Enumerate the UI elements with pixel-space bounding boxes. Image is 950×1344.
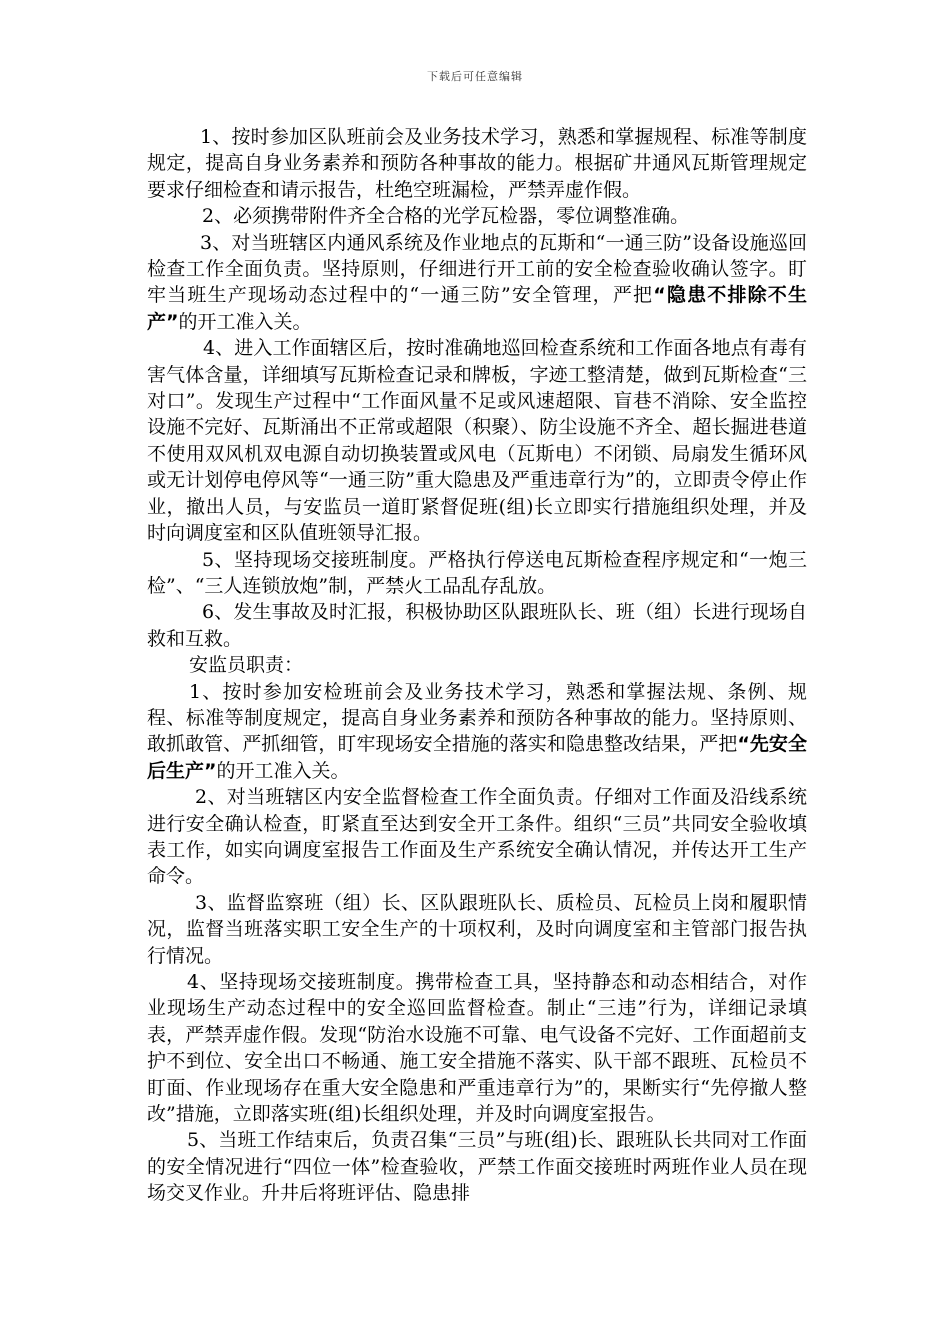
paragraph-safety-supervisor-duty-4: 4、坚持现场交接班制度。携带检查工具，坚持静态和动态相结合，对作业现场生产动态过程中的安全巡回监督检查。制止“三违”行为，详细记录填表，严禁弄虚作假。发现“防治水设施不可靠、电气设备不完好、工作面超前支护不到位、安全出口不畅通、施工安全措施不落实、队干部不跟班、瓦检员不盯面、作业现场存在重大安全隐患和严重违章行为”的，果断实行“先停撤人整改”措施，立即落实班(组)长组织处理，并及时向调度室报告。	[147, 971, 807, 1126]
paragraph-text: 3、对当班辖区内通风系统及作业地点的瓦斯和“一通三防”设备设施巡回检查工作全面负责。坚持原则，仔细进行开工前的安全检查验收确认签字。盯牢当班生产现场动态过程中的“一通三防”安全管理，严把	[147, 231, 807, 307]
paragraph-gas-inspector-duty-6: 6、发生事故及时汇报，积极协助区队跟班队长、班（组）长进行现场自救和互救。	[147, 601, 807, 650]
paragraph-text: 的开工准入关。	[178, 310, 312, 333]
paragraph-gas-inspector-duty-1: 1、按时参加区队班前会及业务技术学习，熟悉和掌握规程、标准等制度规定，提高自身业务素养和预防各种事故的能力。根据矿井通风瓦斯管理规定要求仔细检查和请示报告，杜绝空班漏检，严禁弄虚作假。	[147, 126, 807, 201]
paragraph-safety-supervisor-duty-1	[147, 679, 807, 785]
paragraph-gas-inspector-duty-2: 2、必须携带附件齐全合格的光学瓦检器，零位调整准确。	[202, 205, 690, 228]
paragraph-safety-supervisor-duty-5: 5、当班工作结束后，负责召集“三员”与班(组)长、跟班队长共同对工作面的安全情况进行“四位一体”检查验收，严禁工作面交接班时两班作业人员在现场交叉作业。升井后将班评估、隐患排	[147, 1129, 807, 1205]
section-heading-safety-supervisor: 安监员职责：	[189, 654, 304, 677]
paragraph-text: 1、按时参加安检班前会及业务技术学习，熟悉和掌握法规、条例、规程、标准等制度规定，提高自身业务素养和预防各种事故的能力。坚持原则、敢抓敢管、严抓细管，盯牢现场安全措施的落实和隐患整改结果，严把	[147, 680, 807, 756]
paragraph-text: 的开工准入关。	[216, 759, 350, 782]
paragraph-gas-inspector-duty-5: 5、坚持现场交接班制度。严格执行停送电瓦斯检查程序规定和“一炮三检”、“三人连锁放炮”制，严禁火工品乱存乱放。	[147, 548, 807, 597]
bold-emphasis: “先安全后生产”	[147, 733, 807, 782]
document-body	[147, 124, 807, 1207]
paragraph-safety-supervisor-duty-3: 3、监督监察班（组）长、区队跟班队长、质检员、瓦检员上岗和履职情况，监督当班落实职工安全生产的十项权利，及时向调度室和主管部门报告执行情况。	[147, 891, 807, 967]
page-header: 下载后可任意编辑	[427, 70, 523, 83]
paragraph-gas-inspector-duty-3	[147, 230, 807, 336]
paragraph-safety-supervisor-duty-2: 2、对当班辖区内安全监督检查工作全面负责。仔细对工作面及沿线系统进行安全确认检查，盯紧直至达到安全开工条件。组织“三员”共同安全验收填表工作，如实向调度室报告工作面及生产系统安全确认情况，并传达开工生产命令。	[147, 786, 807, 888]
paragraph-gas-inspector-duty-4: 4、进入工作面辖区后，按时准确地巡回检查系统和工作面各地点有毒有害气体含量，详细填写瓦斯检查记录和牌板，字迹工整清楚，做到瓦斯检查“三对口”。发现生产过程中“工作面风量不足或风速超限、盲巷不消除、安全监控设施不完好、瓦斯涌出不正常或超限（积聚）、防尘设施不齐全、超长掘进巷道不使用双风机双电源自动切换装置或风电（瓦斯电）不闭锁、局扇发生循环风或无计划停电停风等“一通三防”重大隐患及严重违章行为”的，立即责令停止作业，撤出人员，与安监员一道盯紧督促班(组)长立即实行措施组织处理，并及时向调度室和区队值班领导汇报。	[147, 337, 807, 545]
bold-emphasis: “隐患不排除不生产”	[147, 284, 807, 333]
